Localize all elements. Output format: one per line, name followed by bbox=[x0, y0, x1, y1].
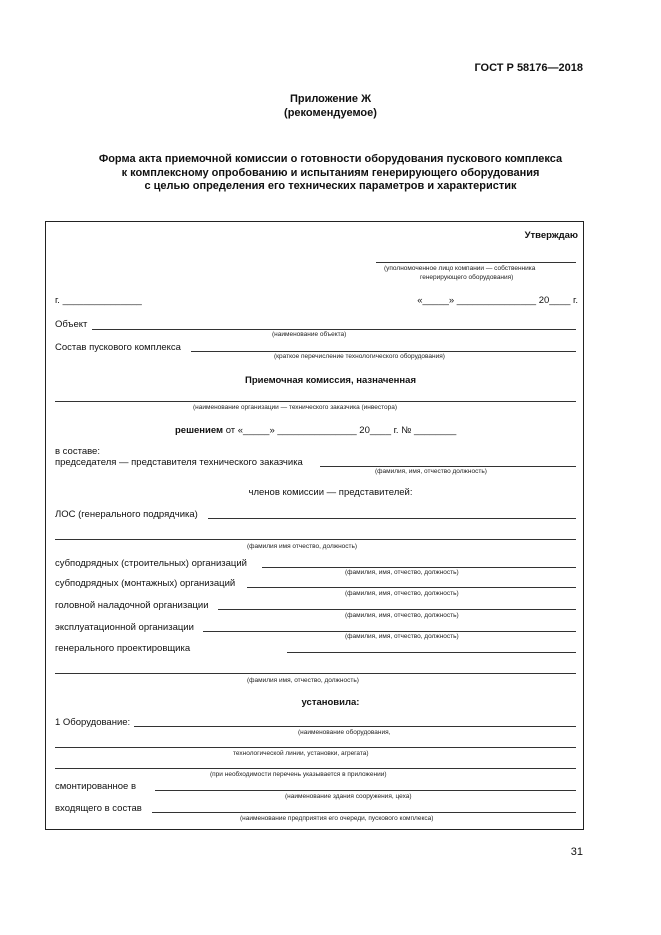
composition-label: в составе: bbox=[55, 446, 100, 457]
decision-bold: решением bbox=[175, 425, 224, 436]
form-title bbox=[0, 153, 661, 194]
complex-line[interactable] bbox=[191, 351, 576, 352]
designer-label: генерального проектировщика bbox=[55, 643, 191, 654]
sub-build-line[interactable] bbox=[262, 567, 576, 568]
chair-hint: (фамилия, имя, отчество должность) bbox=[375, 468, 487, 475]
setup-label: головной наладочной организации bbox=[55, 600, 209, 611]
los-label: ЛОС (генерального подрядчика) bbox=[55, 509, 198, 520]
equipment-hint-2: технологической линии, установки, агрегата) bbox=[233, 750, 369, 757]
page-number: 31 bbox=[570, 846, 583, 858]
form-title-line-3: с целью определения его технических параметров и характеристик bbox=[144, 180, 517, 192]
equipment-line-1[interactable] bbox=[134, 726, 576, 727]
sub-mount-hint: (фамилия, имя, отчество, должность) bbox=[345, 590, 459, 597]
designer-line-2[interactable] bbox=[55, 673, 576, 674]
members-heading: членов комиссии — представителей: bbox=[248, 487, 413, 498]
organization-hint: (наименование организации — технического заказчика (инвестора) bbox=[193, 404, 398, 411]
form-title-line-1: Форма акта приемочной комиссии о готовности оборудования пускового комплекса bbox=[98, 153, 563, 165]
ops-hint: (фамилия, имя, отчество, должность) bbox=[345, 633, 459, 640]
object-label: Объект bbox=[55, 319, 88, 330]
equipment-label: 1 Оборудование: bbox=[55, 717, 131, 728]
part-of-label: входящего в состав bbox=[55, 803, 142, 814]
chair-line[interactable] bbox=[320, 466, 576, 467]
ops-line[interactable] bbox=[203, 631, 576, 632]
organization-line[interactable] bbox=[55, 401, 576, 402]
sub-build-label: субподрядных (строительных) организаций bbox=[55, 558, 247, 569]
object-hint: (наименование объекта) bbox=[272, 331, 347, 338]
ops-label: эксплуатационной организации bbox=[55, 622, 194, 633]
appendix-subtitle: (рекомендуемое) bbox=[284, 107, 377, 119]
mounted-hint: (наименование здания сооружения, цеха) bbox=[285, 793, 412, 800]
designer-line-1[interactable] bbox=[287, 652, 576, 653]
sub-build-hint: (фамилия, имя, отчество, должность) bbox=[345, 569, 459, 576]
equipment-line-3[interactable] bbox=[55, 768, 576, 769]
approve-label: Утверждаю bbox=[524, 230, 578, 241]
decision-rest: от «_____» _______________ 20____ г. № ________ bbox=[223, 425, 457, 436]
commission-heading: Приемочная комиссия, назначенная bbox=[245, 375, 416, 386]
approver-line[interactable] bbox=[376, 262, 576, 263]
mounted-line[interactable] bbox=[155, 790, 576, 791]
complex-hint: (краткое перечисление технологического оборудования) bbox=[274, 353, 445, 360]
sub-mount-line[interactable] bbox=[247, 587, 576, 588]
equipment-hint-1: (наименование оборудования, bbox=[298, 729, 391, 736]
setup-line[interactable] bbox=[218, 609, 576, 610]
designer-hint: (фамилия имя, отчество, должность) bbox=[247, 677, 359, 684]
approver-hint-1: (уполномоченное лицо компании — собственника bbox=[384, 265, 536, 272]
established-heading: установила: bbox=[301, 697, 360, 708]
part-of-line[interactable] bbox=[152, 812, 576, 813]
los-line-2[interactable] bbox=[55, 539, 576, 540]
mounted-label: смонтированное в bbox=[55, 781, 137, 792]
object-line[interactable] bbox=[92, 329, 576, 330]
part-of-hint: (наименование предприятия его очереди, пускового комплекса) bbox=[240, 815, 434, 822]
los-hint: (фамилия имя отчество, должность) bbox=[247, 543, 358, 550]
form-title-line-2: к комплексному опробованию и испытаниям генерирующего оборудования bbox=[121, 166, 540, 179]
equipment-hint-3: (при необходимости перечень указывается в приложении) bbox=[210, 771, 387, 778]
setup-hint: (фамилия, имя, отчество, должность) bbox=[345, 612, 459, 619]
equipment-line-2[interactable] bbox=[55, 747, 576, 748]
complex-label: Состав пускового комплекса bbox=[55, 342, 181, 353]
date-field[interactable]: «_____» _______________ 20____ г. bbox=[417, 295, 578, 306]
appendix-heading bbox=[0, 92, 661, 120]
los-line-1[interactable] bbox=[208, 518, 576, 519]
sub-mount-label: субподрядных (монтажных) организаций bbox=[55, 578, 236, 589]
city-field[interactable]: г. _______________ bbox=[55, 295, 142, 306]
act-form-frame bbox=[45, 221, 584, 830]
chair-label: председателя — представителя технического заказчика bbox=[55, 457, 303, 468]
standard-number: ГОСТ Р 58176—2018 bbox=[474, 62, 583, 74]
approver-hint-2: генерирующего оборудования) bbox=[420, 274, 514, 281]
decision-line[interactable] bbox=[175, 425, 456, 437]
appendix-title: Приложение Ж bbox=[289, 93, 372, 105]
